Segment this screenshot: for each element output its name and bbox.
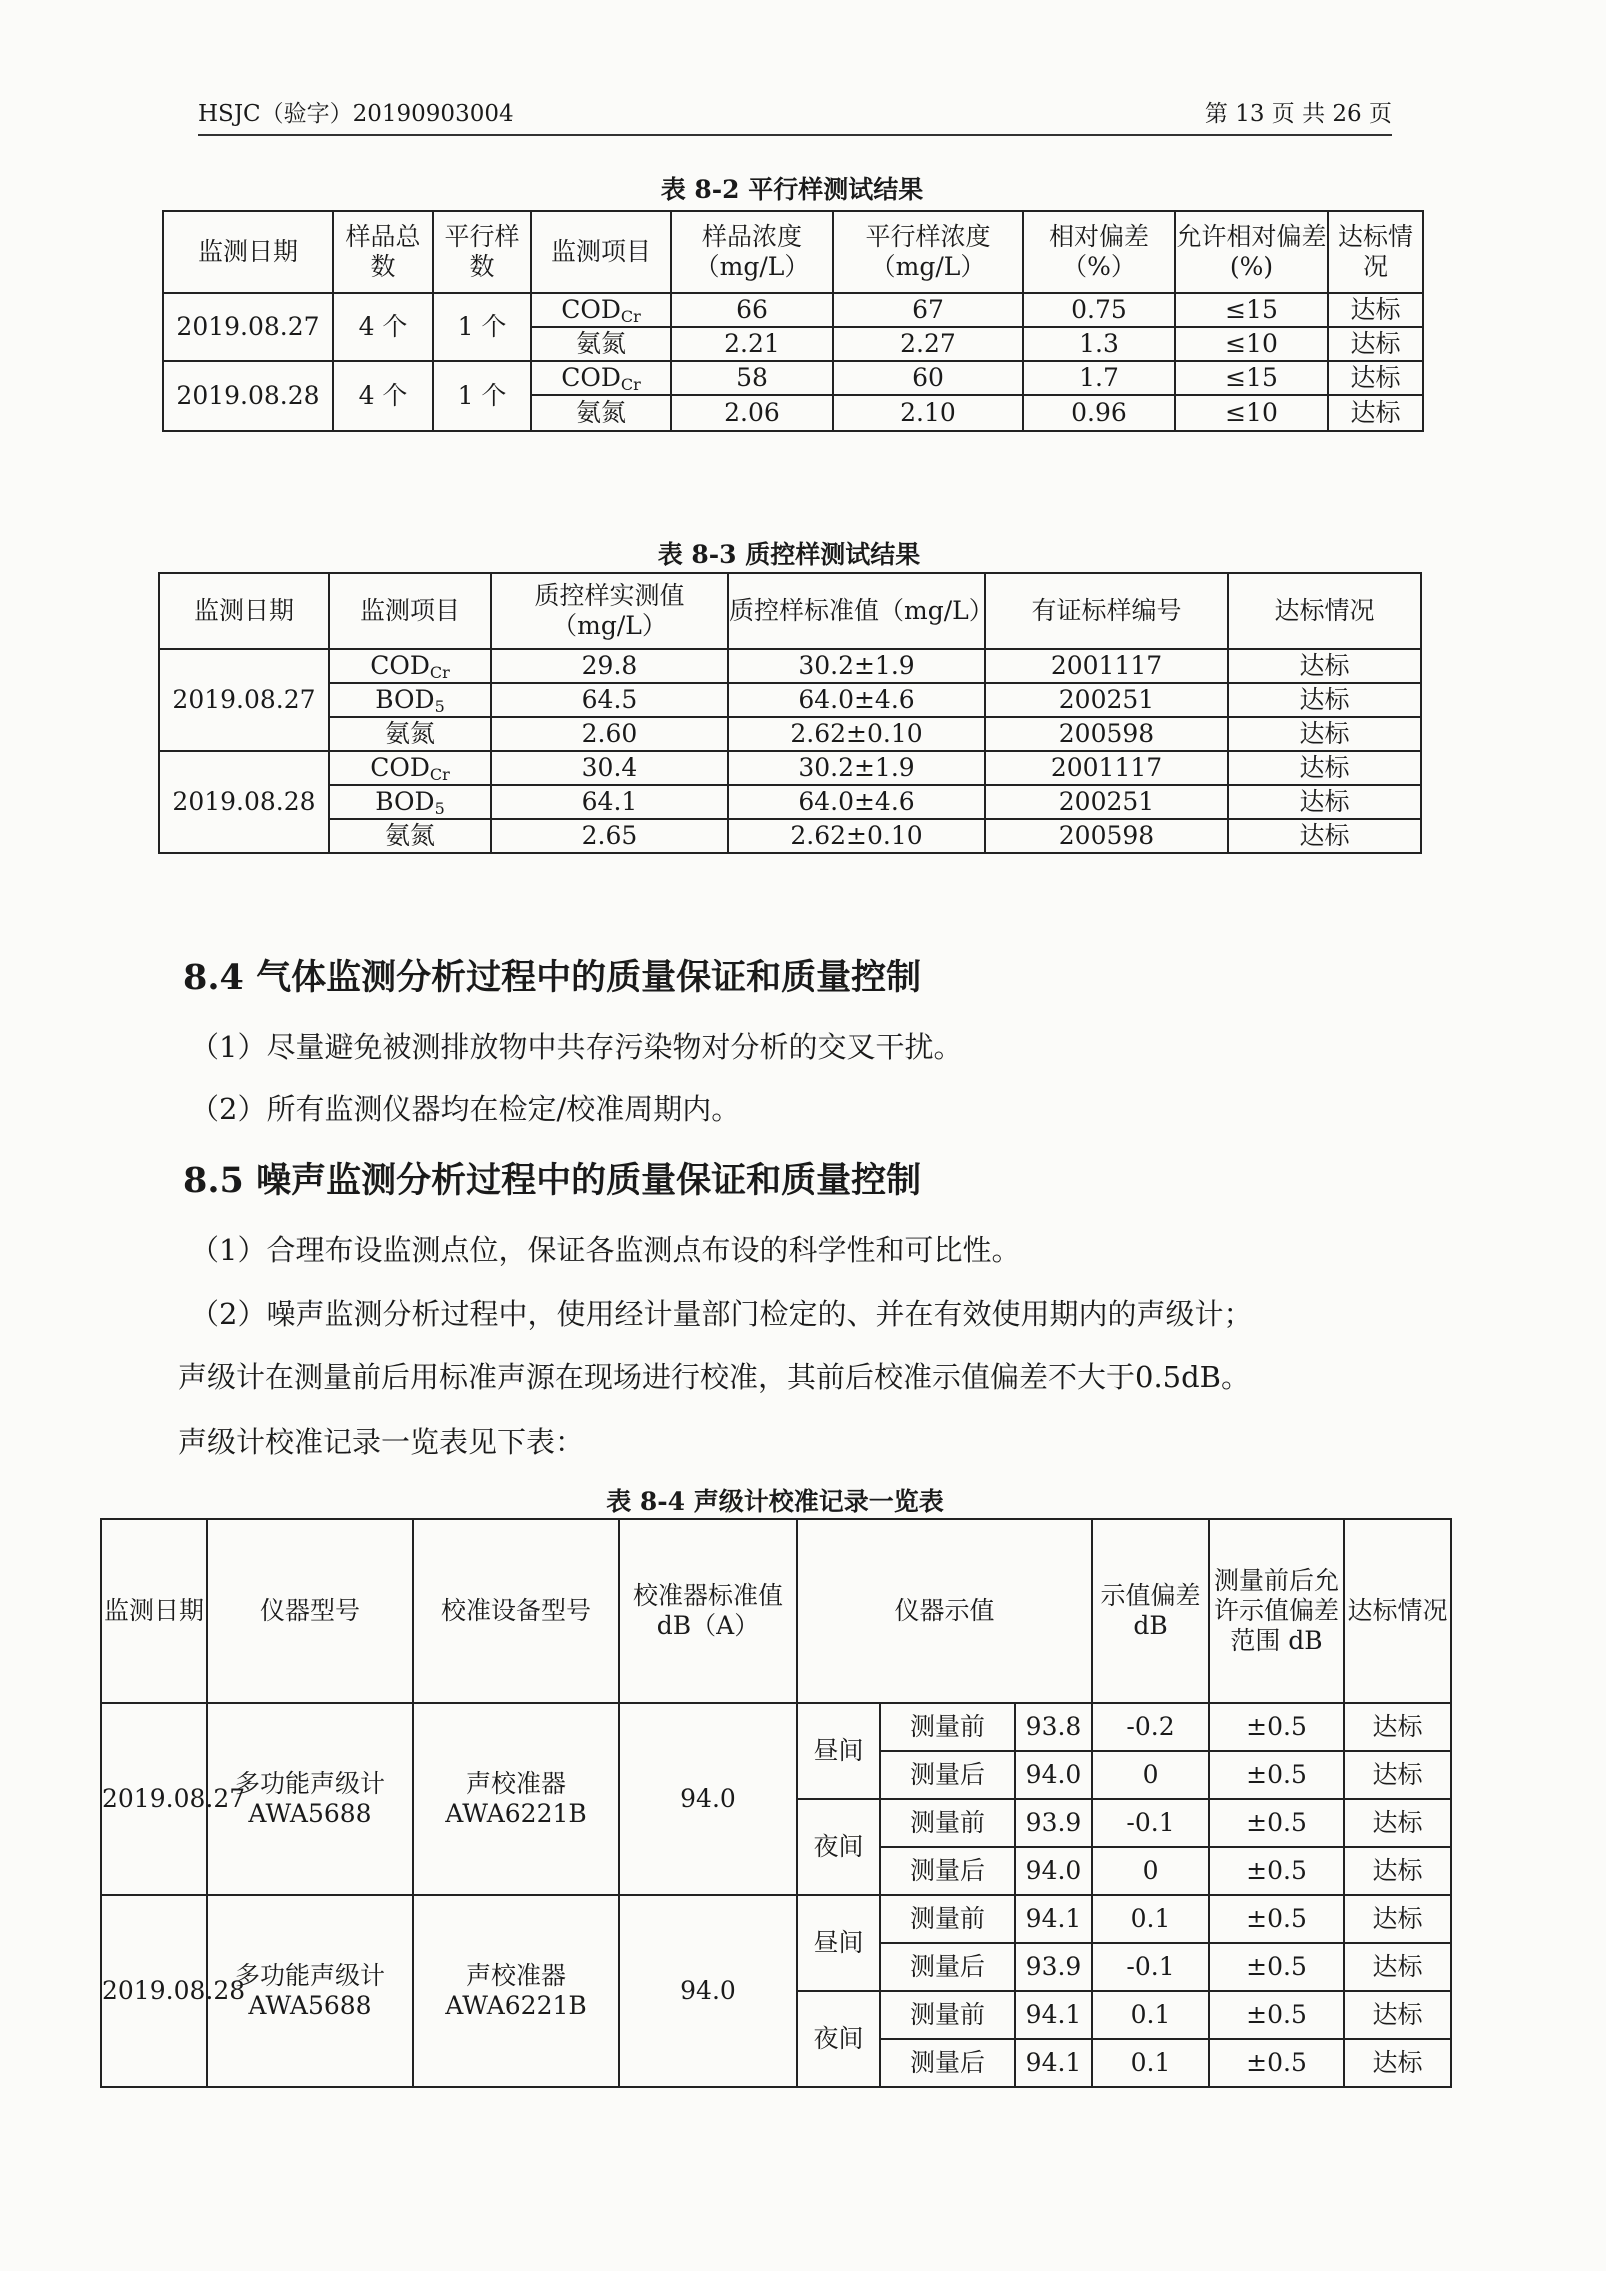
monitoring-item (329, 717, 491, 751)
allowed-deviation-range: ±0.5 (1209, 1847, 1344, 1895)
table-8-2 (162, 210, 1424, 432)
column-header: 允许相对偏差(%) (1175, 211, 1328, 293)
relative-deviation: 1.3 (1023, 327, 1175, 361)
item-subscript: Cr (429, 663, 450, 682)
certified-sample-id: 2001117 (985, 649, 1228, 683)
monitoring-item (329, 819, 491, 853)
compliance-status: 达标 (1228, 683, 1421, 717)
item-name: COD (370, 651, 430, 680)
compliance-status: 达标 (1344, 1799, 1451, 1847)
table-row (159, 751, 1421, 785)
column-header: 样品总数 (333, 211, 433, 293)
section-8-4-item-1: （1）尽量避免被测排放物中共存污染物对分析的交叉干扰。 (190, 1030, 963, 1064)
instrument-reading: 93.9 (1015, 1943, 1092, 1991)
monitoring-item (531, 395, 671, 431)
calibrator-model: 声校准器 AWA6221B (413, 1703, 619, 1895)
allowed-deviation-range: ±0.5 (1209, 1799, 1344, 1847)
measurement-phase: 测量前 (880, 1895, 1015, 1943)
standard-value: 64.0±4.6 (728, 683, 985, 717)
instrument-reading: 94.1 (1015, 1991, 1092, 2039)
item-subscript: Cr (429, 765, 450, 784)
column-header: 监测日期 (163, 211, 333, 293)
certified-sample-id: 2001117 (985, 751, 1228, 785)
compliance-status: 达标 (1328, 395, 1423, 431)
table-8-4-caption: 表 8-4 声级计校准记录一览表 (606, 1487, 944, 1516)
column-header: 监测日期 (101, 1519, 207, 1703)
table-row (159, 683, 1421, 717)
parallel-concentration: 67 (833, 293, 1023, 327)
instrument-reading: 94.1 (1015, 2039, 1092, 2087)
column-header: 达标情况 (1328, 211, 1423, 293)
parallel-concentration: 2.27 (833, 327, 1023, 361)
instrument-reading: 94.0 (1015, 1751, 1092, 1799)
allowed-deviation-range: ±0.5 (1209, 1751, 1344, 1799)
monitoring-date: 2019.08.27 (159, 649, 329, 751)
compliance-status: 达标 (1228, 649, 1421, 683)
section-8-4-title: 8.4 气体监测分析过程中的质量保证和质量控制 (183, 957, 922, 998)
compliance-status: 达标 (1328, 361, 1423, 395)
column-header: 仪器示值 (797, 1519, 1092, 1703)
monitoring-item (531, 327, 671, 361)
calibrator-standard-value: 94.0 (619, 1703, 797, 1895)
reading-deviation: 0 (1092, 1847, 1209, 1895)
measured-value: 2.60 (491, 717, 728, 751)
column-header: 监测项目 (531, 211, 671, 293)
column-header: 达标情况 (1344, 1519, 1451, 1703)
column-header: 质控样标准值（mg/L） (728, 573, 985, 649)
certified-sample-id: 200251 (985, 683, 1228, 717)
section-8-5-item-4: 声级计校准记录一览表见下表： (178, 1425, 585, 1459)
parallel-concentration: 2.10 (833, 395, 1023, 431)
table-row (101, 1703, 1451, 1751)
instrument-reading: 93.9 (1015, 1799, 1092, 1847)
reading-deviation: 0.1 (1092, 1991, 1209, 2039)
item-subscript: 5 (434, 697, 445, 716)
allowed-deviation-range: ±0.5 (1209, 1703, 1344, 1751)
standard-value: 2.62±0.10 (728, 819, 985, 853)
column-header: 监测项目 (329, 573, 491, 649)
measured-value: 64.5 (491, 683, 728, 717)
certified-sample-id: 200251 (985, 785, 1228, 819)
item-name: COD (561, 363, 621, 392)
relative-deviation: 0.96 (1023, 395, 1175, 431)
allowed-deviation: ≤10 (1175, 327, 1328, 361)
item-subscript: Cr (620, 307, 641, 326)
allowed-deviation-range: ±0.5 (1209, 2039, 1344, 2087)
measurement-phase: 测量后 (880, 1751, 1015, 1799)
allowed-deviation: ≤15 (1175, 361, 1328, 395)
table-8-4 (100, 1518, 1452, 2088)
compliance-status: 达标 (1344, 1991, 1451, 2039)
document-id: HSJC（验字）20190903004 (198, 101, 514, 127)
item-name: 氨氮 (575, 329, 626, 358)
certified-sample-id: 200598 (985, 717, 1228, 751)
item-name: 氨氮 (384, 821, 435, 850)
monitoring-item (329, 683, 491, 717)
measurement-phase: 测量后 (880, 2039, 1015, 2087)
item-subscript: Cr (620, 375, 641, 394)
monitoring-date: 2019.08.28 (101, 1895, 207, 2087)
standard-value: 2.62±0.10 (728, 717, 985, 751)
monitoring-item (329, 649, 491, 683)
column-header: 样品浓度（mg/L） (671, 211, 833, 293)
allowed-deviation-range: ±0.5 (1209, 1943, 1344, 1991)
allowed-deviation: ≤10 (1175, 395, 1328, 431)
parallel-count: 1 个 (433, 361, 531, 431)
column-header: 相对偏差（%） (1023, 211, 1175, 293)
instrument-model: 多功能声级计 AWA5688 (207, 1895, 413, 2087)
instrument-model: 多功能声级计 AWA5688 (207, 1703, 413, 1895)
column-header: 监测日期 (159, 573, 329, 649)
item-name: 氨氮 (575, 398, 626, 427)
column-header: 校准器标准值 dB（A） (619, 1519, 797, 1703)
item-name: BOD (375, 685, 435, 714)
measured-value: 64.1 (491, 785, 728, 819)
parallel-count: 1 个 (433, 293, 531, 361)
section-8-5-item-3: 声级计在测量前后用标准声源在现场进行校准，其前后校准示值偏差不大于0.5dB。 (178, 1360, 1250, 1394)
sample-concentration: 2.06 (671, 395, 833, 431)
column-header: 达标情况 (1228, 573, 1421, 649)
allowed-deviation: ≤15 (1175, 293, 1328, 327)
reading-deviation: -0.2 (1092, 1703, 1209, 1751)
measurement-phase: 测量前 (880, 1799, 1015, 1847)
allowed-deviation-range: ±0.5 (1209, 1991, 1344, 2039)
item-name: COD (370, 753, 430, 782)
standard-value: 30.2±1.9 (728, 649, 985, 683)
time-period: 昼间 (797, 1895, 880, 1991)
table-row (101, 1895, 1451, 1943)
section-8-5-item-2: （2）噪声监测分析过程中，使用经计量部门检定的、并在有效使用期内的声级计； (190, 1297, 1253, 1331)
table-row (163, 293, 1423, 327)
monitoring-date: 2019.08.27 (163, 293, 333, 361)
compliance-status: 达标 (1344, 1895, 1451, 1943)
measured-value: 30.4 (491, 751, 728, 785)
table-8-3 (158, 572, 1422, 854)
time-period: 昼间 (797, 1703, 880, 1799)
column-header: 平行样浓度（mg/L） (833, 211, 1023, 293)
monitoring-item (531, 361, 671, 395)
compliance-status: 达标 (1344, 1751, 1451, 1799)
instrument-reading: 94.0 (1015, 1847, 1092, 1895)
column-header: 校准设备型号 (413, 1519, 619, 1703)
compliance-status: 达标 (1344, 1943, 1451, 1991)
parallel-concentration: 60 (833, 361, 1023, 395)
measurement-phase: 测量前 (880, 1991, 1015, 2039)
monitoring-date: 2019.08.28 (159, 751, 329, 853)
column-header: 平行样数 (433, 211, 531, 293)
monitoring-item (531, 293, 671, 327)
measured-value: 29.8 (491, 649, 728, 683)
reading-deviation: 0.1 (1092, 1895, 1209, 1943)
instrument-reading: 94.1 (1015, 1895, 1092, 1943)
compliance-status: 达标 (1344, 2039, 1451, 2087)
table-row (163, 361, 1423, 395)
calibrator-model: 声校准器 AWA6221B (413, 1895, 619, 2087)
column-header: 示值偏差 dB (1092, 1519, 1209, 1703)
compliance-status: 达标 (1228, 717, 1421, 751)
measurement-phase: 测量后 (880, 1943, 1015, 1991)
measured-value: 2.65 (491, 819, 728, 853)
calibrator-standard-value: 94.0 (619, 1895, 797, 2087)
compliance-status: 达标 (1344, 1847, 1451, 1895)
sample-total: 4 个 (333, 293, 433, 361)
item-name: 氨氮 (384, 719, 435, 748)
compliance-status: 达标 (1344, 1703, 1451, 1751)
compliance-status: 达标 (1228, 751, 1421, 785)
standard-value: 64.0±4.6 (728, 785, 985, 819)
compliance-status: 达标 (1228, 785, 1421, 819)
table-row (159, 785, 1421, 819)
monitoring-date: 2019.08.28 (163, 361, 333, 431)
measurement-phase: 测量后 (880, 1847, 1015, 1895)
sample-concentration: 58 (671, 361, 833, 395)
section-8-5-item-1: （1）合理布设监测点位，保证各监测点布设的科学性和可比性。 (190, 1233, 1021, 1267)
table-row (159, 717, 1421, 751)
time-period: 夜间 (797, 1991, 880, 2087)
compliance-status: 达标 (1328, 327, 1423, 361)
table-row (159, 819, 1421, 853)
time-period: 夜间 (797, 1799, 880, 1895)
reading-deviation: -0.1 (1092, 1799, 1209, 1847)
allowed-deviation-range: ±0.5 (1209, 1895, 1344, 1943)
measurement-phase: 测量前 (880, 1703, 1015, 1751)
page-header (198, 94, 1392, 136)
section-8-4-item-2: （2）所有监测仪器均在检定/校准周期内。 (190, 1092, 741, 1126)
item-subscript: 5 (434, 799, 445, 818)
relative-deviation: 0.75 (1023, 293, 1175, 327)
sample-concentration: 66 (671, 293, 833, 327)
compliance-status: 达标 (1228, 819, 1421, 853)
compliance-status: 达标 (1328, 293, 1423, 327)
column-header: 质控样实测值（mg/L） (491, 573, 728, 649)
relative-deviation: 1.7 (1023, 361, 1175, 395)
column-header: 仪器型号 (207, 1519, 413, 1703)
sample-concentration: 2.21 (671, 327, 833, 361)
sample-total: 4 个 (333, 361, 433, 431)
monitoring-item (329, 785, 491, 819)
page-number: 第 13 页 共 26 页 (1204, 101, 1392, 127)
monitoring-date: 2019.08.27 (101, 1703, 207, 1895)
column-header: 有证标样编号 (985, 573, 1228, 649)
certified-sample-id: 200598 (985, 819, 1228, 853)
reading-deviation: 0.1 (1092, 2039, 1209, 2087)
item-name: BOD (375, 787, 435, 816)
instrument-reading: 93.8 (1015, 1703, 1092, 1751)
reading-deviation: -0.1 (1092, 1943, 1209, 1991)
table-8-3-caption: 表 8-3 质控样测试结果 (657, 540, 921, 569)
monitoring-item (329, 751, 491, 785)
item-name: COD (561, 295, 621, 324)
table-row (159, 649, 1421, 683)
table-8-2-caption: 表 8-2 平行样测试结果 (660, 175, 924, 204)
standard-value: 30.2±1.9 (728, 751, 985, 785)
column-header: 测量前后允许示值偏差范围 dB (1209, 1519, 1344, 1703)
reading-deviation: 0 (1092, 1751, 1209, 1799)
section-8-5-title: 8.5 噪声监测分析过程中的质量保证和质量控制 (183, 1160, 922, 1201)
